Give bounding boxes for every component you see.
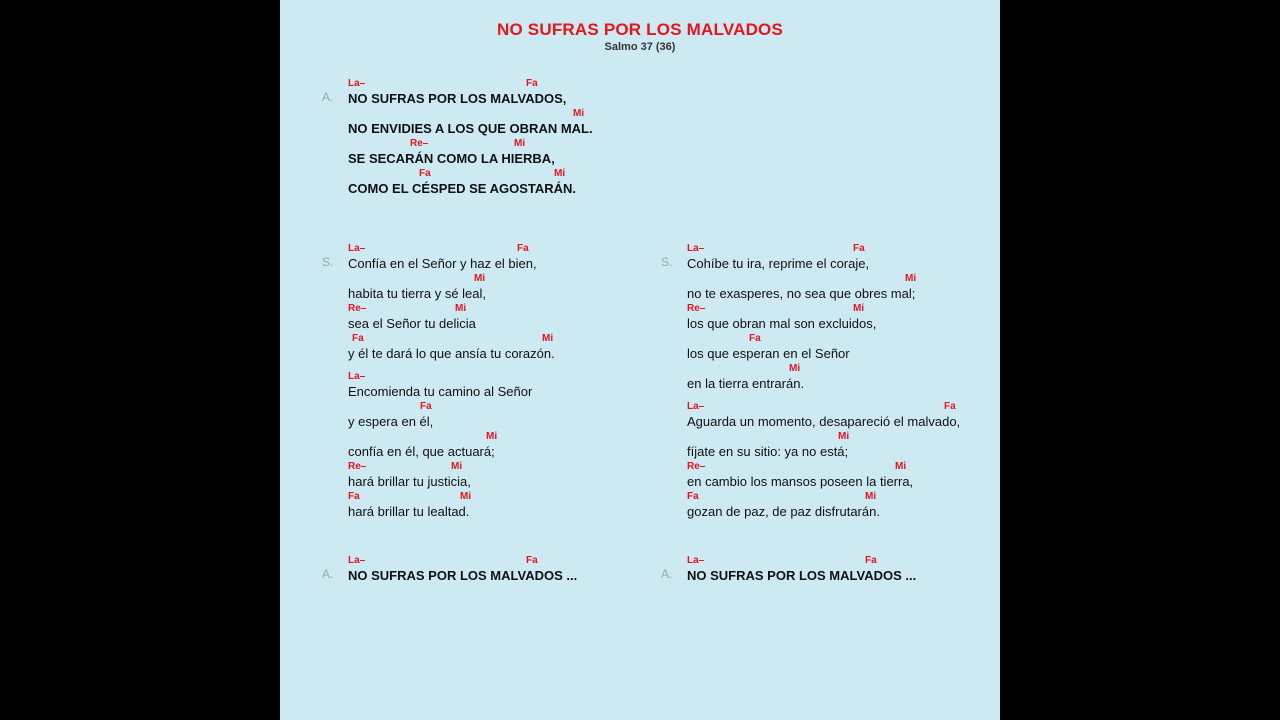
chord: Fa	[348, 491, 360, 502]
chord: Re–	[687, 461, 706, 472]
lyric-line: NO SUFRAS POR LOS MALVADOS ...	[687, 568, 917, 583]
lyric-line: y espera en él,	[348, 414, 434, 429]
chord: Mi	[554, 168, 566, 179]
lyric-line: SE SECARÁN COMO LA HIERBA,	[348, 151, 555, 166]
chord-line	[348, 108, 593, 138]
chord: Mi	[573, 108, 585, 119]
chord: Fa	[352, 333, 364, 344]
chord: Fa	[419, 168, 431, 179]
chord: Mi	[460, 491, 472, 502]
chord: Re–	[687, 303, 706, 314]
lyric-line: NO SUFRAS POR LOS MALVADOS,	[348, 91, 567, 106]
chord: Mi	[486, 431, 498, 442]
antiphon-marker: A.	[322, 90, 334, 104]
left-stanzas	[322, 243, 555, 521]
lyric-line: habita tu tierra y sé leal,	[348, 286, 487, 301]
lyric-line: los que obran mal son excluidos,	[687, 316, 877, 331]
lyric-line: gozan de paz, de paz disfrutarán.	[687, 504, 880, 519]
chord: Mi	[542, 333, 554, 344]
lyric-line: los que esperan en el Señor	[687, 346, 850, 361]
stanza-marker: S.	[661, 255, 673, 269]
lyric-line: hará brillar tu justicia,	[348, 474, 471, 489]
chord: Mi	[905, 273, 917, 284]
lyric-line: no te exasperes, no sea que obres mal;	[687, 286, 916, 301]
refrain-marker: A.	[661, 567, 673, 581]
chord: La–	[348, 555, 366, 566]
chord: Mi	[895, 461, 907, 472]
right-stanzas	[661, 243, 961, 521]
chord: Mi	[838, 431, 850, 442]
lyric-line: sea el Señor tu delicia	[348, 316, 476, 331]
chord: Mi	[853, 303, 865, 314]
refrain-marker: A.	[322, 567, 334, 581]
song-title: NO SUFRAS POR LOS MALVADOS	[496, 20, 784, 39]
chord: Mi	[514, 138, 526, 149]
lyric-line: Cohíbe tu ira, reprime el coraje,	[687, 256, 870, 271]
chord: Fa	[420, 401, 432, 412]
chord: La–	[348, 371, 366, 382]
stanza-marker: S.	[322, 255, 334, 269]
lyric-line: fíjate en su sitio: ya no está;	[687, 444, 849, 459]
chord: Mi	[474, 273, 486, 284]
lyric-line: NO SUFRAS POR LOS MALVADOS ...	[348, 568, 578, 583]
lyric-line: en cambio los mansos poseen la tierra,	[687, 474, 914, 489]
lyric-line: COMO EL CÉSPED SE AGOSTARÁN.	[348, 181, 577, 196]
chord: Mi	[865, 491, 877, 502]
left-refrain	[322, 555, 578, 585]
lyric-line: hará brillar tu lealtad.	[348, 504, 470, 519]
right-refrain	[661, 555, 917, 585]
chord: La–	[687, 243, 705, 254]
chord: Fa	[749, 333, 761, 344]
chord: Re–	[348, 461, 367, 472]
chord: La–	[348, 78, 366, 89]
lyric-line: confía en él, que actuará;	[348, 444, 495, 459]
chord: Fa	[526, 555, 538, 566]
song-subtitle: Salmo 37 (36)	[604, 41, 676, 53]
chord: Fa	[853, 243, 865, 254]
lyric-line: en la tierra entrarán.	[687, 376, 805, 391]
chord: Fa	[865, 555, 877, 566]
song-sheet	[280, 0, 1000, 720]
chord: Fa	[517, 243, 529, 254]
chord-line	[348, 168, 593, 198]
antiphon-block	[322, 78, 593, 198]
chord-line	[322, 78, 593, 108]
chord: La–	[687, 555, 705, 566]
chord: Mi	[451, 461, 463, 472]
chord: La–	[687, 401, 705, 412]
lyric-line: NO ENVIDIES A LOS QUE OBRAN MAL.	[348, 121, 593, 136]
chord: Mi	[455, 303, 467, 314]
chord: Mi	[789, 363, 801, 374]
chord-line	[348, 138, 593, 168]
chord: Re–	[348, 303, 367, 314]
lyric-line: y él te dará lo que ansía tu corazón.	[348, 346, 555, 361]
chord: Fa	[526, 78, 538, 89]
chord: Fa	[687, 491, 699, 502]
lyric-line: Encomienda tu camino al Señor	[348, 384, 533, 399]
lyric-line: Confía en el Señor y haz el bien,	[348, 256, 537, 271]
chord: Re–	[410, 138, 429, 149]
chord: Fa	[944, 401, 956, 412]
lyric-line: Aguarda un momento, desapareció el malvado,	[687, 414, 961, 429]
chord: La–	[348, 243, 366, 254]
